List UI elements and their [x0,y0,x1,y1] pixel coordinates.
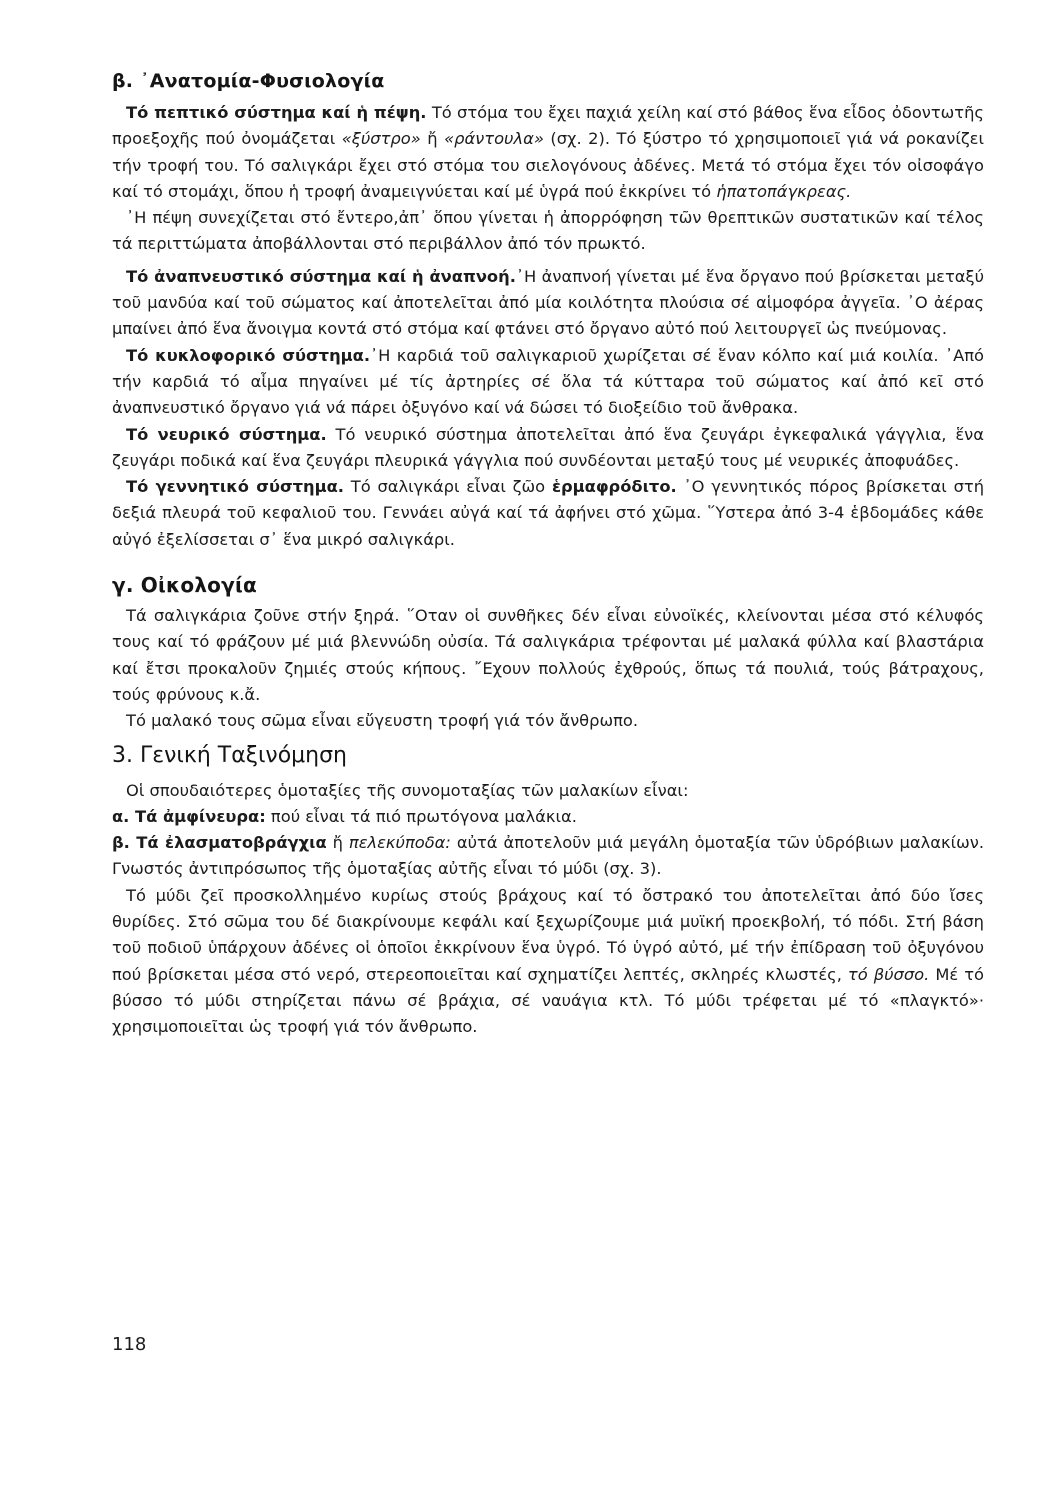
digestive-title: Τό πεπτικό σύστημα καί ἡ πέψη. [126,103,427,122]
paragraph-mussel [112,883,984,1041]
mussel-text-2: Μέ τό βύσσο τό μύδι στηρίζεται πάνω σέ βράχια, σέ ναυάγια κτλ. Τό μύδι τρέφεται μέ τό «πλαγκτό»· χρησιμοποιεῖται ὡς τροφή γιά τόν ἄνθρωπο. [112,964,984,1037]
lamellibranchia-text-1: ἤ [326,833,349,853]
paragraph-respiratory [112,264,984,343]
page-content [112,70,984,1041]
amphineura-text: πού εἶναι τά πιό πρωτόγονα μαλάκια. [265,806,577,826]
term-byssus: τό βύσσο. [847,964,930,984]
paragraph-reproductive [112,474,984,553]
lamellibranchia-title: β. Τά ἐλασματοβράγχια [112,833,327,853]
section-heading-ecology: γ. Οἰκολογία [112,573,257,598]
respiratory-text: ᾽Η ἀναπνοή γίνεται μέ ἕνα ὄργανο πού βρίσκεται μεταξύ τοῦ μανδύα καί τοῦ σώματος καί ἀποτελεῖται ἀπό μία κοιλότητα πλούσια σέ αἱμοφόρα ἀγγεῖα. ᾽Ο ἀέρας μπαίνει ἀπό ἕνα ἄνοιγμα κοντά στό στόμα καί φτάνει στό ὄργανο αὐτό πού λειτουργεῖ ὡς πνεύμονας. [112,266,984,339]
digestive-text-3: (σχ. 2). Τό ξύστρο τό χρησιμοποιεῖ γιά νά ροκανίζει τήν τροφή του. Τό σαλιγκάρι ἔχει στό στόμα του σιελογόνους ἀδένες. Μετά τό στόμα ἔχει τόν οἰσοφάγο καί τό στομάχι, ὅπου ἡ τροφή ἀναμειγνύεται καί μέ ὑγρά πού ἐκκρίνει τό [112,129,984,201]
paragraph-ecology-1: Τά σαλιγκάρια ζοῦνε στήν ξηρά. ῞Οταν οἱ συνθῆκες δέν εἶναι εὐνοϊκές, κλείνονται μέσα στό κέλυφός τους καί τό φράζουν μέ μιά βλεννώδη οὐσία. Τά σαλιγκάρια τρέφονται μέ μαλακά φύλλα καί βλαστάρια καί ἔτσι προκαλοῦν ζημιές στούς κήπους. ῎Εχουν πολλούς ἐχθρούς, ὅπως τά πουλιά, τούς βάτραχους, τούς φρύνους κ.ἄ. [112,606,984,704]
nervous-text: Τό νευρικό σύστημα ἀποτελεῖται ἀπό ἕνα ζευγάρι ἐγκεφαλικά γάγγλια, ἕνα ζευγάρι ποδικά καί ἕνα ζευγάρι πλευρικά γάγγλια πού συνδέονται μεταξύ τους μέ νευρικές ἀποφυάδες. [112,424,984,470]
paragraph-classification-intro: Οἱ σπουδαιότερες ὁμοταξίες τῆς συνομοταξίας τῶν μαλακίων εἶναι: [126,780,689,800]
circulatory-text: ᾽Η καρδιά τοῦ σαλιγκαριοῦ χωρίζεται σέ ἕναν κόλπο καί μιά κοιλία. ᾽Από τήν καρδιά τό αἷμα πηγαίνει μέ τίς ἀρτηρίες σέ ὅλα τά κύτταρα τοῦ σώματος καί ἀπό κεῖ στό ἀναπνευστικό ὄργανο γιά νά πάρει ὀξυγόνο καί νά δώσει τό διοξείδιο τοῦ ἄνθρακα. [112,345,984,418]
term-radula: «ράντουλα» [444,129,544,149]
paragraph-ecology-2: Τό μαλακό τους σῶμα εἶναι εὔγευστη τροφή γιά τόν ἄνθρωπο. [126,711,639,731]
paragraph-nervous [112,422,984,475]
paragraph-digestion-continued: ᾽Η πέψη συνεχίζεται στό ἔντερο,ἀπ᾽ ὅπου γίνεται ἡ ἀπορρόφηση τῶν θρεπτικῶν συστατικῶν καί τέλος τά περιττώματα ἀποβάλλονται στό περιβάλλον ἀπό τόν πρωκτό. [112,208,984,254]
list-item-amphineura [112,804,984,830]
section-heading-classification: 3. Γενική Ταξινόμηση [112,742,347,768]
page-number: 118 [112,1334,147,1355]
digestive-text-1: Τό στόμα του ἔχει παχιά χείλη καί στό βάθος ἕνα εἶδος ὀδοντωτῆς προεξοχῆς πού ὀνομάζεται [112,103,984,149]
paragraph-circulatory [112,343,984,422]
lamellibranchia-text-2: αὐτά ἀποτελοῦν μιά μεγάλη ὁμοταξία τῶν ὑδρόβιων μαλακίων. Γνωστός ἀντιπρόσωπος τῆς ὁμοταξίας αὐτῆς εἶναι τό μύδι (σχ. 3). [112,833,985,879]
reproductive-title: Τό γεννητικό σύστημα. [126,477,344,497]
nervous-title: Τό νευρικό σύστημα. [126,424,327,444]
respiratory-title: Τό ἀναπνευστικό σύστημα καί ἡ ἀναπνοή. [126,266,516,286]
list-item-lamellibranchia [112,830,984,883]
amphineura-title: α. Τά ἀμφίνευρα: [112,806,266,826]
mussel-text-1: Τό μύδι ζεῖ προσκολλημένο κυρίως στούς βράχους καί τό ὄστρακό του ἀποτελεῖται ἀπό δύο ἴσες θυρίδες. Στό σῶμα του δέ διακρίνουμε κεφάλι καί ξεχωρίζουμε μιά μυϊκή προεκβολή, τό πόδι. Στή βάση τοῦ ποδιοῦ ὑπάρχουν ἀδένες οἱ ὁποῖοι ἐκκρίνουν ἕνα ὑγρό. Τό ὑγρό αὐτό, μέ τήν ἐπίδραση τοῦ ὀξυγόνου πού βρίσκεται μέσα στό νερό, στερεοποιεῖται καί σχηματίζει λεπτές, σκληρές κλωστές, [112,885,984,984]
circulatory-title: Τό κυκλοφορικό σύστημα. [126,345,371,365]
term-hermaphrodite: ἑρμαφρόδιτο. [551,477,677,497]
reproductive-text-1: Τό σαλιγκάρι εἶναι ζῶο [343,477,552,497]
term-hepatopancreas: ἡπατοπάγκρεας. [716,181,852,201]
term-pelecypoda: πελεκύποδα: [348,833,451,853]
paragraph-digestive [112,100,984,205]
digestive-text-2: ἤ [420,129,445,149]
reproductive-text-2: ᾽Ο γεννητικός πόρος βρίσκεται στή δεξιά πλευρά τοῦ κεφαλιοῦ του. Γεννάει αὐγά καί τά ἀφήνει στό χῶμα. ῞Υστερα ἀπό 3-4 ἑβδομάδες κάθε αὐγό ἐξελίσσεται σ᾽ ἕνα μικρό σαλιγκάρι. [112,477,985,549]
term-xystro: «ξύστρο» [341,129,421,149]
section-heading-anatomy: β. ᾽Ανατομία-Φυσιολογία [112,70,385,92]
